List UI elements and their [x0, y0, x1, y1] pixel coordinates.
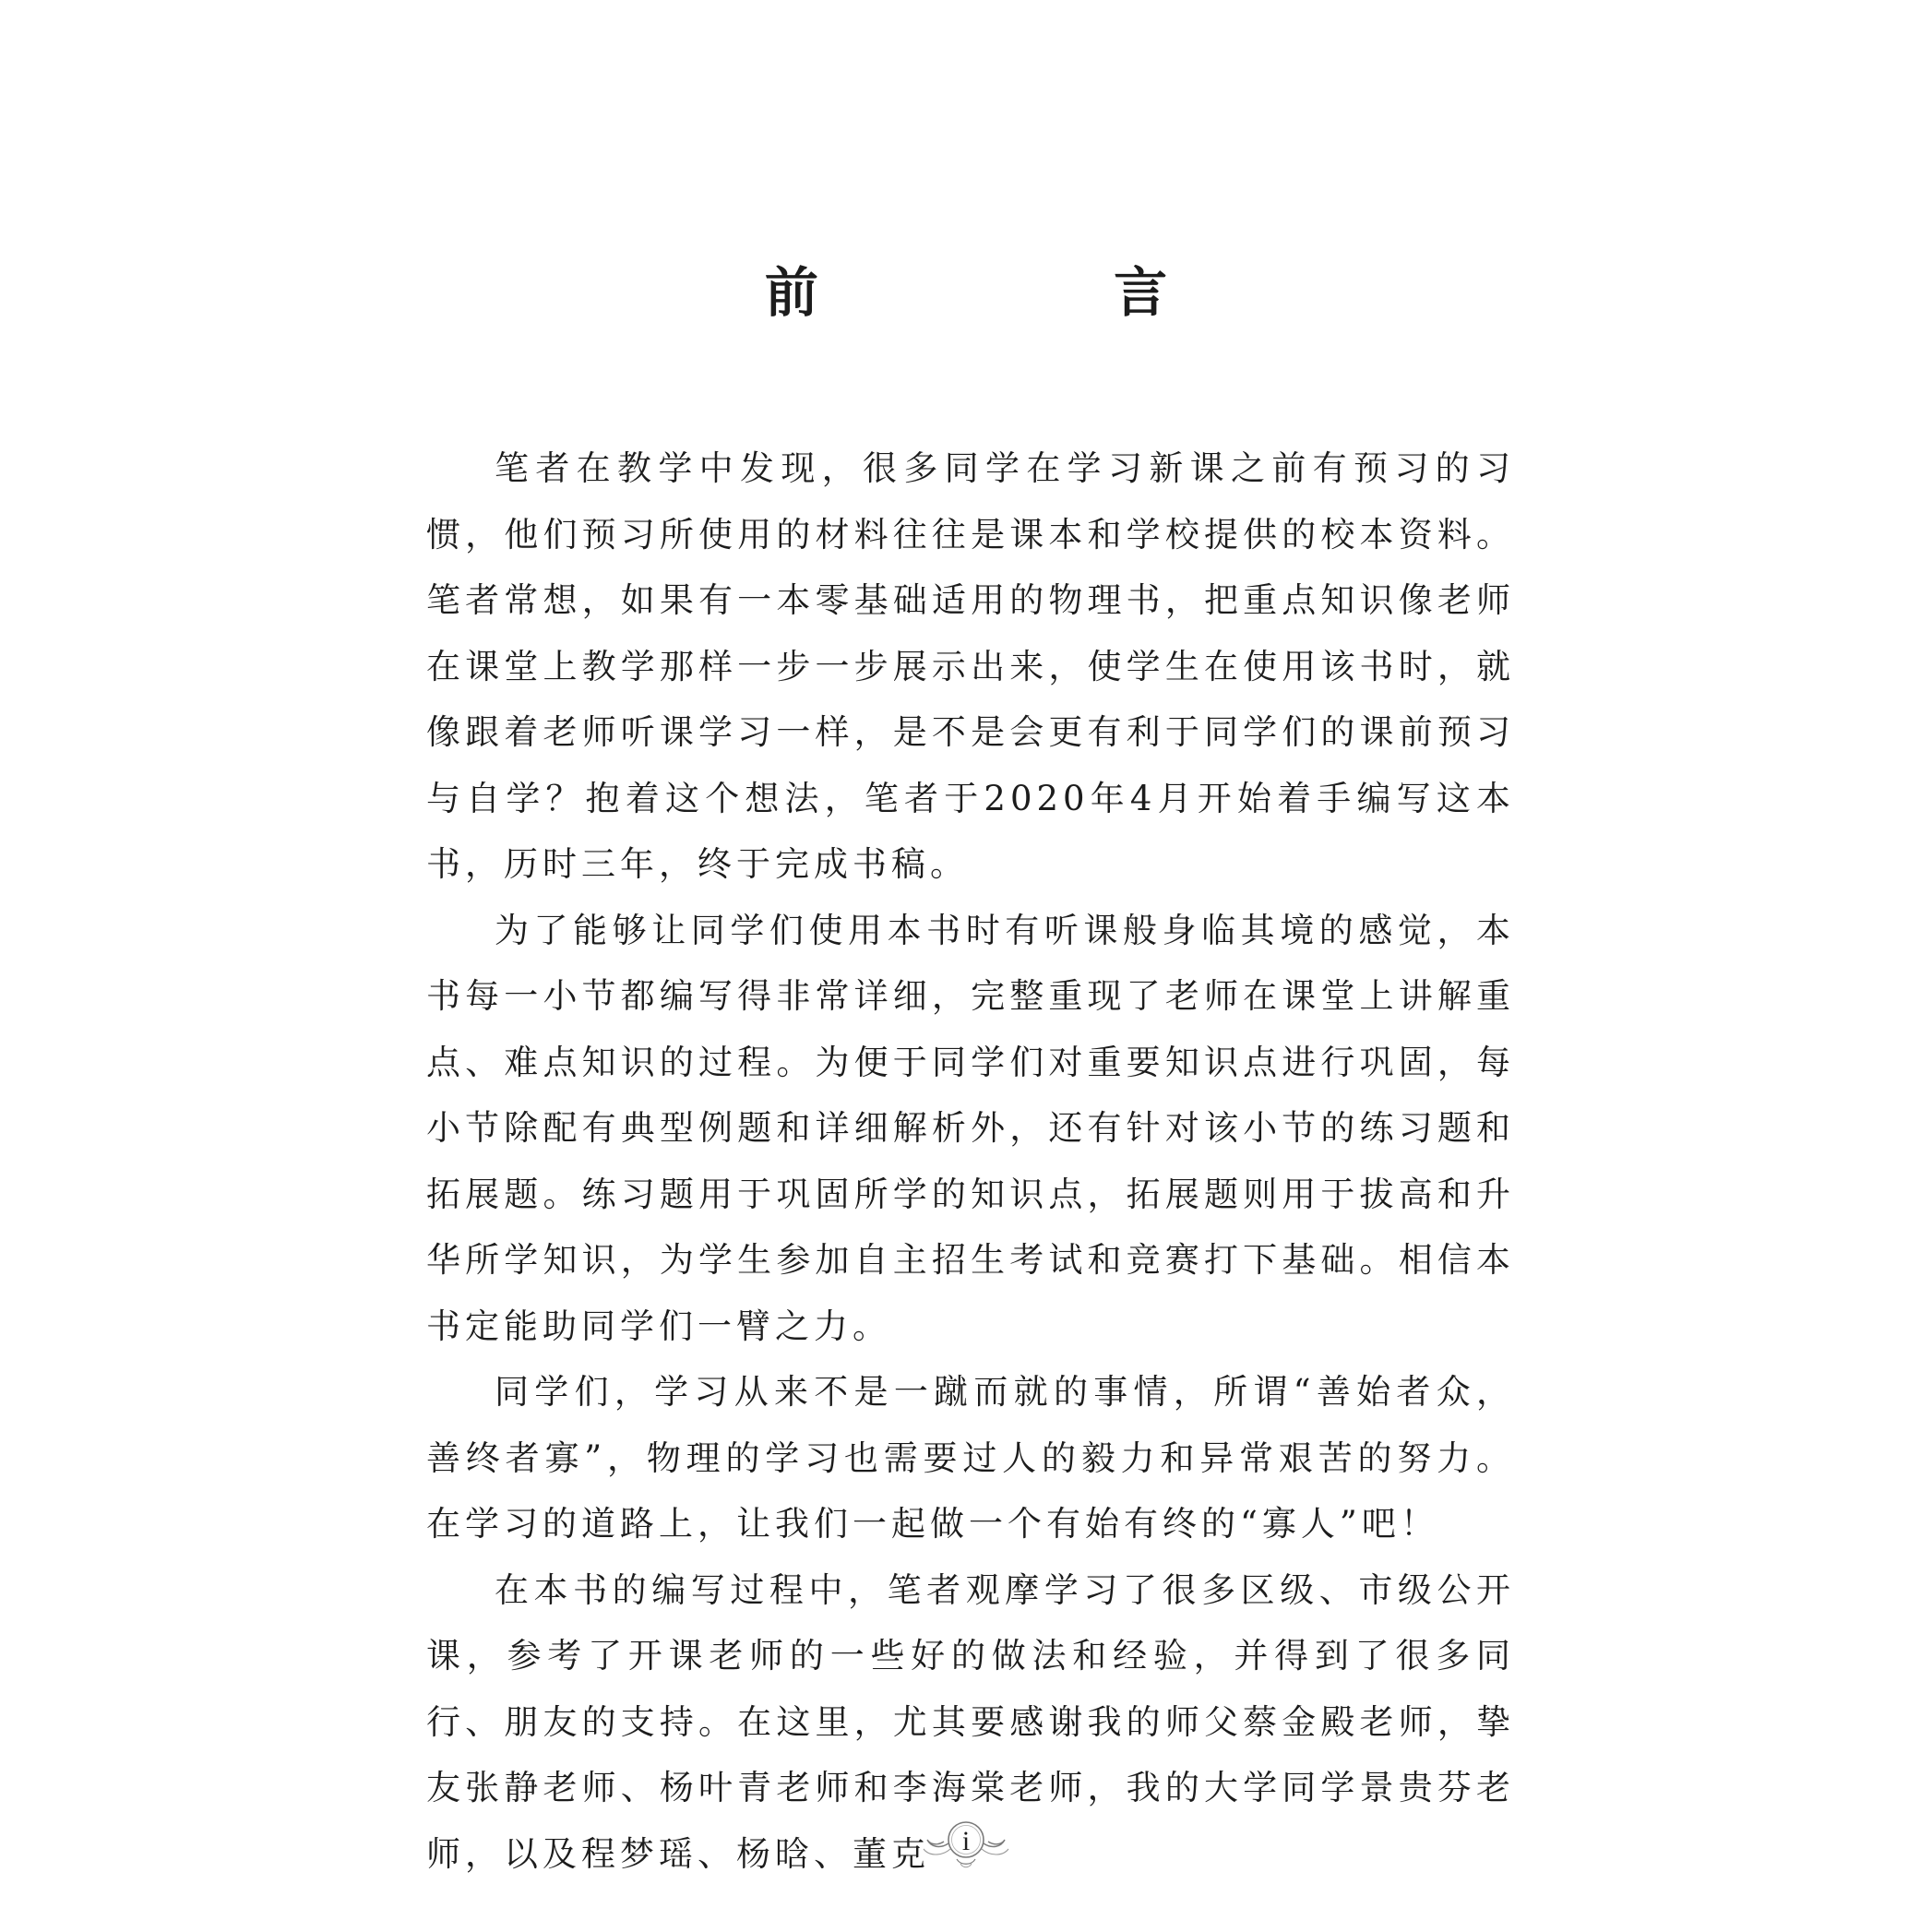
paragraph-3: 同学们，学习从来不是一蹴而就的事情，所谓“善始者众，善终者寡”，物理的学习也需要过人的毅力和异常艰苦的努力。在学习的道路上，让我们一起做一个有始有终的“寡人”吧！ [426, 1372, 1515, 1544]
preface-body [426, 435, 1515, 1887]
page-number: i [961, 1826, 971, 1856]
paragraph-2: 为了能够让同学们使用本书时有听课般身临其境的感觉，本书每一小节都编写得非常详细，完整重现了老师在课堂上讲解重点、难点知识的过程。为便于同学们对重要知识点进行巩固，每小节除配有典型例题和详细解析外，还有针对该小节的练习题和拓展题。练习题用于巩固所学的知识点，拓展题则用于拔高和升华所学知识，为学生参加自主招生考试和竞赛打下基础。相信本书定能助同学们一臂之力。 [426, 910, 1515, 1346]
paragraph-4: 在本书的编写过程中，笔者观摩学习了很多区级、市级公开课，参考了开课老师的一些好的做法和经验，并得到了很多同行、朋友的支持。在这里，尤其要感谢我的师父蔡金殿老师，挚友张静老师、杨叶青老师和李海棠老师，我的大学同学景贵芬老师，以及程梦瑶、杨晗、董克 [426, 1569, 1515, 1874]
paragraph-1: 笔者在教学中发现，很多同学在学习新课之前有预习的习惯，他们预习所使用的材料往往是课本和学校提供的校本资料。笔者常想，如果有一本零基础适用的物理书，把重点知识像老师在课堂上教学那样一步一步展示出来，使学生在使用该书时，就像跟着老师听课学习一样，是不是会更有利于同学们的课前预习与自学？抱着这个想法，笔者于2020年4月开始着手编写这本书，历时三年，终于完成书稿。 [426, 448, 1515, 884]
page-title: 前 言 [764, 261, 1306, 324]
